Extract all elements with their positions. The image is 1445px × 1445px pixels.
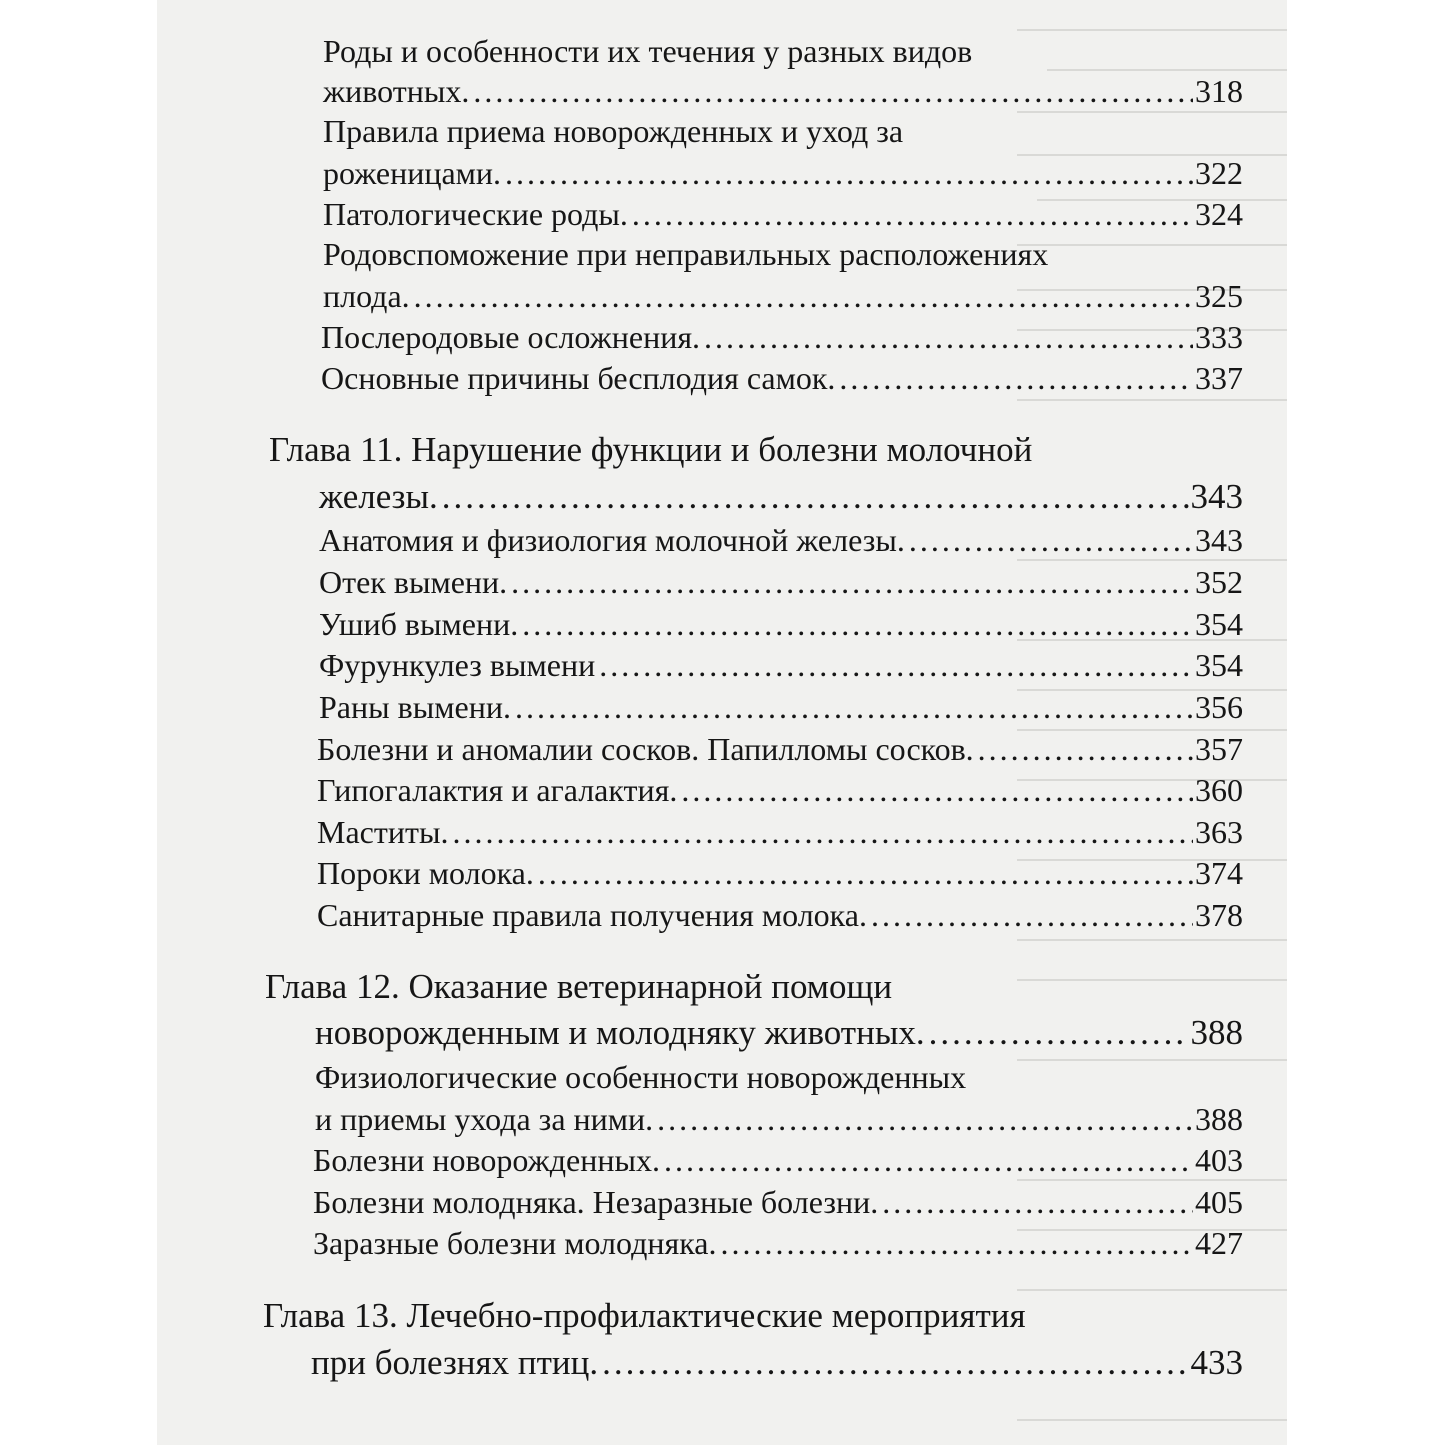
toc-entry-text: Правила приема новорожденных и уход за <box>323 113 904 149</box>
toc-entry-text: Маститы. <box>317 814 449 850</box>
toc-leader-dots <box>598 1342 1188 1384</box>
toc-page-number: 388 <box>1190 1013 1243 1052</box>
toc-leader-dots <box>974 728 1193 770</box>
toc-entry-line <box>319 519 1243 561</box>
toc-entry-line <box>311 1342 1243 1384</box>
toc-entry-line <box>315 1012 1243 1054</box>
toc-page-number: 378 <box>1195 897 1243 933</box>
toc-leader-dots <box>653 1098 1193 1140</box>
toc-entry-text: Раны вымени. <box>319 689 511 725</box>
toc-entry-line <box>313 1181 1243 1223</box>
toc-entry-line <box>263 1295 1026 1337</box>
toc-entry-line <box>313 1222 1243 1264</box>
toc-page-number: 363 <box>1195 814 1243 850</box>
toc-entry-text: Болезни новорожденных. <box>313 1142 660 1178</box>
toc-entry-line <box>323 275 1243 317</box>
toc-page-number: 322 <box>1195 155 1243 191</box>
toc-entry-line <box>323 193 1243 235</box>
toc-entry-text: Роды и особенности их течения у разных видов <box>323 33 973 69</box>
toc-entry-text: Ушиб вымени. <box>319 606 519 642</box>
toc-entry-line <box>319 476 1243 518</box>
toc-entry-line <box>323 70 1243 112</box>
toc-leader-dots <box>448 811 1193 853</box>
toc-entry-line <box>265 966 892 1008</box>
toc-chapter-title: Глава 11. Нарушение функции и болезни молочной <box>269 430 1033 469</box>
toc-page-number: 357 <box>1195 731 1243 767</box>
toc-entry-text: плода. <box>323 278 410 314</box>
toc-entry-text: Анатомия и физиология молочной железы. <box>319 522 905 558</box>
toc-leader-dots <box>660 1139 1193 1181</box>
toc-entry-text: роженицами. <box>323 155 502 191</box>
toc-leader-dots <box>469 70 1193 112</box>
toc-page-number: 333 <box>1195 319 1243 355</box>
toc-entry-line <box>323 233 1048 275</box>
toc-page-number: 360 <box>1195 772 1243 808</box>
toc-chapter-title: Глава 12. Оказание ветеринарной помощи <box>265 967 893 1006</box>
toc-entry-text: и приемы ухода за ними. <box>315 1101 654 1137</box>
toc-leader-dots <box>518 603 1193 645</box>
toc-page-number: 374 <box>1195 855 1243 891</box>
toc-entry-line <box>319 603 1243 645</box>
toc-entry-text: Пороки молока. <box>317 855 534 891</box>
toc-page-number: 427 <box>1195 1225 1243 1261</box>
toc-page-number: 337 <box>1195 360 1243 396</box>
toc-chapter-title: Глава 13. Лечебно-профилактические мероприятия <box>263 1296 1026 1335</box>
toc-entry-line <box>321 316 1243 358</box>
toc-entry-line <box>317 811 1243 853</box>
toc-entry-text: Фурункулез вымени <box>319 647 596 683</box>
toc-entry-text: Отек вымени. <box>319 564 508 600</box>
toc-entry-text: Болезни и аномалии сосков. Папилломы сосков. <box>317 731 974 767</box>
toc-entry-line <box>317 894 1243 936</box>
toc-leader-dots <box>677 769 1193 811</box>
toc-entry-line <box>315 1098 1243 1140</box>
toc-leader-dots <box>507 561 1193 603</box>
toc-entry-text: Основные причины бесплодия самок. <box>321 360 836 396</box>
toc-page-number: 354 <box>1195 606 1243 642</box>
toc-page-number: 405 <box>1195 1184 1243 1220</box>
toc-leader-dots <box>438 476 1189 518</box>
toc-page-number: 324 <box>1195 196 1243 232</box>
toc-entry-line <box>269 429 1032 471</box>
toc-leader-dots <box>716 1222 1193 1264</box>
toc-leader-dots <box>878 1181 1193 1223</box>
toc-leader-dots <box>511 686 1193 728</box>
toc-entry-text: Послеродовые осложнения. <box>321 319 701 355</box>
toc-entry-text: железы. <box>319 477 438 516</box>
toc-page-number: 403 <box>1195 1142 1243 1178</box>
table-of-contents <box>157 0 1287 1445</box>
toc-entry-text: Болезни молодняка. Незаразные болезни. <box>313 1184 879 1220</box>
toc-leader-dots <box>700 316 1193 358</box>
toc-page-number: 343 <box>1190 477 1243 516</box>
toc-entry-line <box>315 1056 966 1098</box>
toc-entry-line <box>317 769 1243 811</box>
toc-entry-line <box>323 110 903 152</box>
toc-entry-line <box>321 357 1243 399</box>
toc-entry-text: Гипогалактия и агалактия. <box>317 772 678 808</box>
toc-entry-line <box>319 686 1243 728</box>
toc-entry-line <box>319 561 1243 603</box>
toc-leader-dots <box>595 644 1193 686</box>
toc-page-number: 325 <box>1195 278 1243 314</box>
toc-leader-dots <box>410 275 1193 317</box>
toc-page-number: 388 <box>1195 1101 1243 1137</box>
toc-leader-dots <box>628 193 1193 235</box>
toc-entry-line <box>313 1139 1243 1181</box>
toc-leader-dots <box>835 357 1193 399</box>
toc-page-number: 343 <box>1195 522 1243 558</box>
toc-entry-line <box>317 728 1243 770</box>
toc-page-number: 356 <box>1195 689 1243 725</box>
toc-leader-dots <box>925 1012 1189 1054</box>
toc-leader-dots <box>867 894 1193 936</box>
toc-entry-line <box>319 644 1243 686</box>
toc-page-number: 433 <box>1190 1343 1243 1382</box>
toc-entry-text: Патологические роды. <box>323 196 628 232</box>
toc-entry-text: животных. <box>323 73 470 109</box>
book-page <box>157 0 1287 1445</box>
toc-leader-dots <box>534 852 1193 894</box>
toc-entry-line <box>317 852 1243 894</box>
toc-leader-dots <box>905 519 1193 561</box>
toc-entry-text: Родовспоможение при неправильных расположениях <box>323 236 1049 272</box>
toc-page-number: 352 <box>1195 564 1243 600</box>
toc-leader-dots <box>501 152 1193 194</box>
toc-entry-text: Заразные болезни молодняка. <box>313 1225 717 1261</box>
toc-page-number: 318 <box>1195 73 1243 109</box>
toc-entry-text: новорожденным и молодняку животных. <box>315 1013 925 1052</box>
toc-entry-text: Санитарные правила получения молока. <box>317 897 867 933</box>
toc-entry-line <box>323 152 1243 194</box>
toc-entry-text: Физиологические особенности новорожденных <box>315 1059 967 1095</box>
toc-page-number: 354 <box>1195 647 1243 683</box>
toc-entry-line <box>323 30 972 72</box>
toc-entry-text: при болезнях птиц. <box>311 1343 599 1382</box>
